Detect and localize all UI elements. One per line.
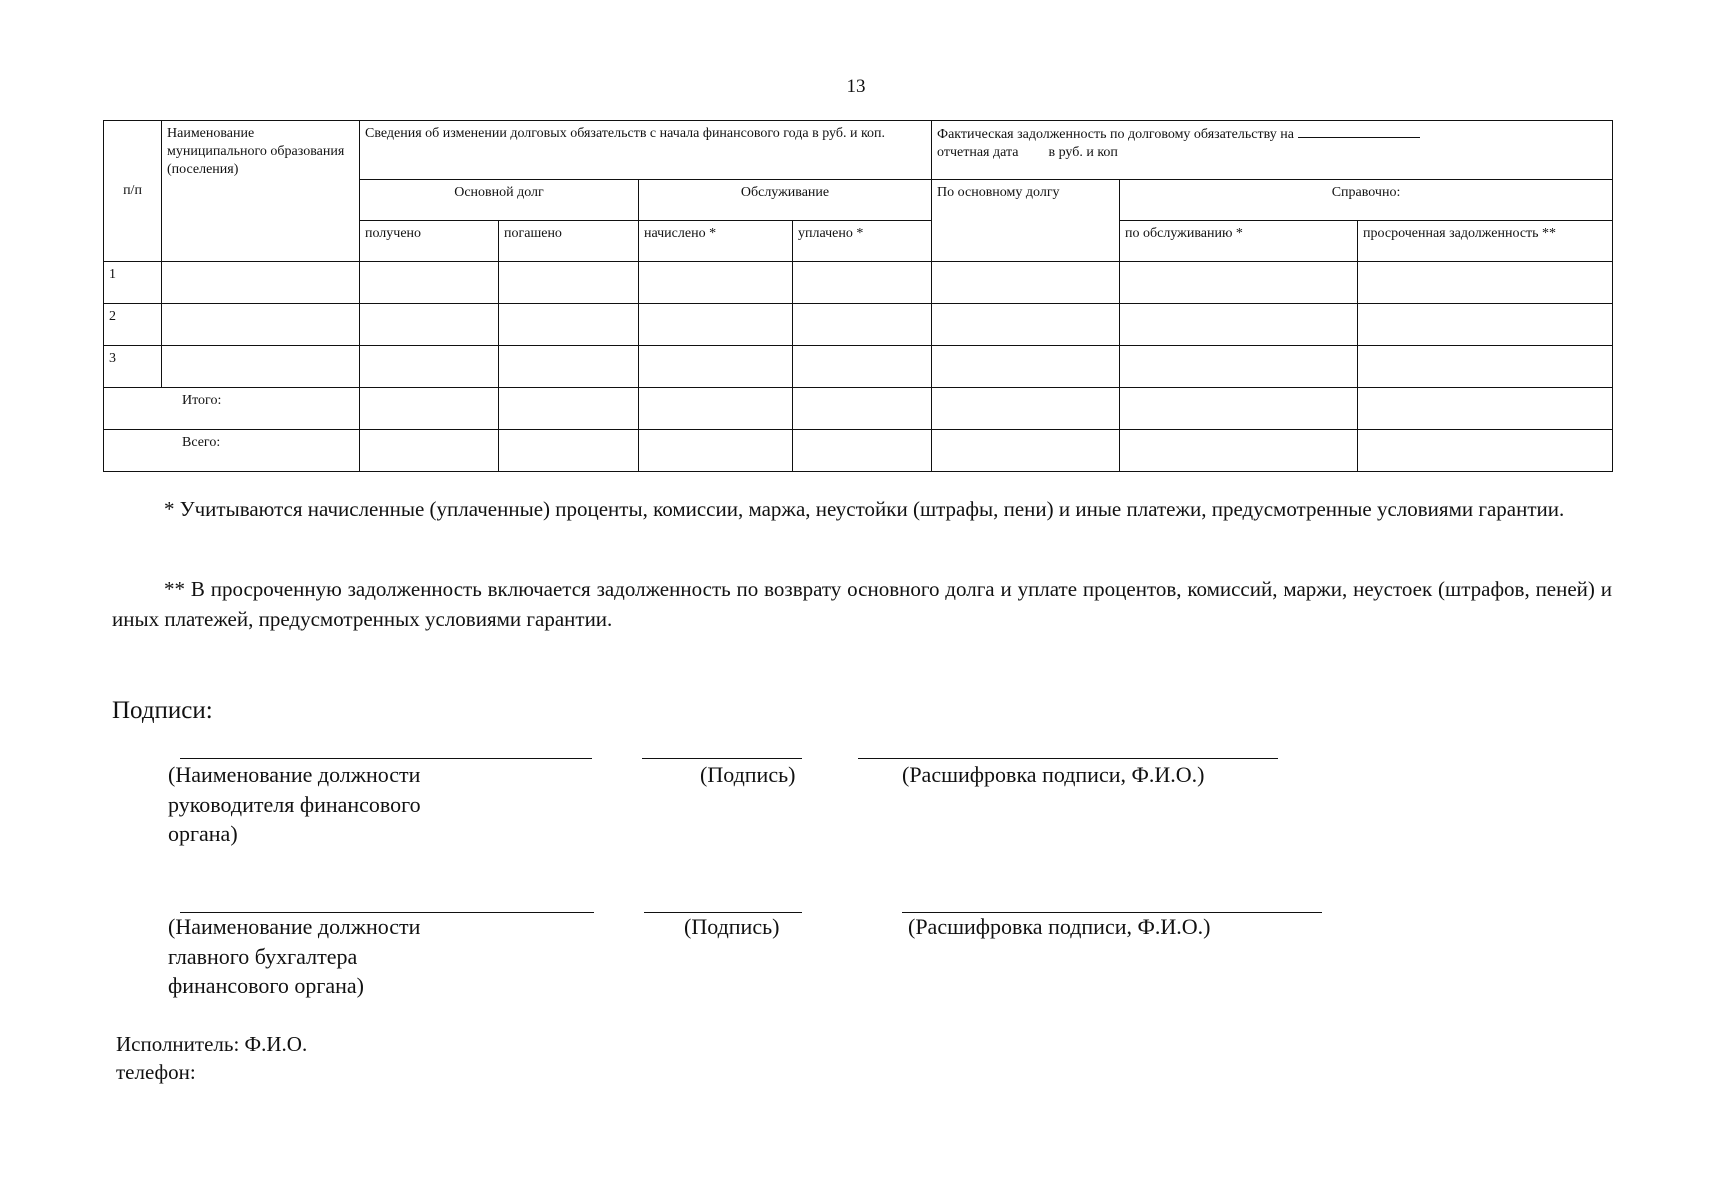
head-position-label xyxy=(168,760,421,849)
actual-debt-line-1: Фактическая задолженность по долговому обязательству на xyxy=(937,127,1294,142)
row-number: 2 xyxy=(104,304,162,346)
header-paid: уплачено * xyxy=(793,221,932,262)
table-cell[interactable] xyxy=(1358,388,1613,430)
accountant-decode-label: (Расшифровка подписи, Ф.И.О.) xyxy=(908,914,1211,939)
grand-total-row xyxy=(104,430,1613,472)
table-cell[interactable] xyxy=(639,430,793,472)
debt-report-table xyxy=(103,120,1613,472)
header-repaid: погашено xyxy=(499,221,639,262)
subtotal-label: Итого: xyxy=(104,388,360,430)
accountant-position-line-1: (Наименование должности xyxy=(168,914,421,939)
table-cell[interactable] xyxy=(360,262,499,304)
table-row xyxy=(104,304,1613,346)
table-row xyxy=(104,346,1613,388)
header-number: п/п xyxy=(104,121,162,262)
header-service: Обслуживание xyxy=(639,180,932,221)
head-decode-label: (Расшифровка подписи, Ф.И.О.) xyxy=(902,762,1205,787)
footnote-accrued-text: * Учитываются начисленные (уплаченные) проценты, комиссии, маржа, неустойки (штрафы, пени) и иные платежи, предусмотренные условиями гарантии. xyxy=(164,497,1565,521)
header-by-service: по обслуживанию * xyxy=(1120,221,1358,262)
table-cell[interactable] xyxy=(499,388,639,430)
footnote-overdue-text: ** В просроченную задолженность включается задолженность по возврату основного долга и уплате процентов, комиссий, маржи, неустоек (штрафов, пеней) и иных платежей, предусмотренных условиями гарантии. xyxy=(112,577,1612,632)
footnote-overdue xyxy=(112,574,1612,635)
table-cell[interactable] xyxy=(639,304,793,346)
table-cell[interactable] xyxy=(793,262,932,304)
table-cell[interactable] xyxy=(499,262,639,304)
table-cell[interactable] xyxy=(499,430,639,472)
row-number: 3 xyxy=(104,346,162,388)
table-cell[interactable] xyxy=(639,388,793,430)
table-cell[interactable] xyxy=(793,346,932,388)
head-decode-line xyxy=(858,758,1278,759)
table-cell[interactable] xyxy=(1120,346,1358,388)
footnote-accrued xyxy=(112,494,1612,524)
table-cell[interactable] xyxy=(360,304,499,346)
table-cell[interactable] xyxy=(360,388,499,430)
grand-total-label: Всего: xyxy=(104,430,360,472)
actual-debt-report-date: отчетная дата xyxy=(937,145,1019,161)
header-overdue: просроченная задолженность ** xyxy=(1358,221,1613,262)
table-cell[interactable] xyxy=(1358,346,1613,388)
table-cell[interactable] xyxy=(1358,304,1613,346)
accountant-signature-label: (Подпись) xyxy=(684,914,780,939)
header-municipality-name: Наименование муниципального образования (поселения) xyxy=(162,121,360,262)
table-cell[interactable] xyxy=(499,304,639,346)
signatures-title: Подписи: xyxy=(112,697,213,724)
table-cell[interactable] xyxy=(793,430,932,472)
subtotal-row xyxy=(104,388,1613,430)
header-received: получено xyxy=(360,221,499,262)
table-cell[interactable] xyxy=(360,346,499,388)
accountant-position-label xyxy=(168,912,420,1001)
actual-debt-units: в руб. и коп xyxy=(1048,145,1118,161)
table-cell[interactable] xyxy=(1120,262,1358,304)
table-row xyxy=(104,262,1613,304)
table-cell[interactable] xyxy=(932,304,1120,346)
table-cell[interactable] xyxy=(1120,388,1358,430)
head-position-line xyxy=(180,758,592,759)
table-cell[interactable] xyxy=(793,304,932,346)
row-number: 1 xyxy=(104,262,162,304)
table-cell[interactable] xyxy=(932,262,1120,304)
executor-phone-label: телефон: xyxy=(116,1060,196,1085)
head-position-line-2: руководителя финансового xyxy=(168,791,421,817)
table-cell[interactable] xyxy=(932,430,1120,472)
accountant-position-line-3: финансового органа) xyxy=(168,973,364,999)
header-principal: Основной долг xyxy=(360,180,639,221)
head-position-line-3: органа) xyxy=(168,821,238,847)
header-reference: Справочно: xyxy=(1120,180,1613,221)
header-obligation-changes: Сведения об изменении долговых обязательств с начала финансового года в руб. и коп. xyxy=(360,121,932,180)
executor-name-label: Исполнитель: Ф.И.О. xyxy=(116,1032,308,1056)
table-cell[interactable] xyxy=(360,430,499,472)
page-number: 13 xyxy=(846,76,866,97)
table-cell[interactable] xyxy=(639,346,793,388)
table-cell[interactable] xyxy=(932,346,1120,388)
table-cell[interactable] xyxy=(162,262,360,304)
table-cell[interactable] xyxy=(162,304,360,346)
accountant-position-line-2: главного бухгалтера xyxy=(168,943,358,969)
table-cell[interactable] xyxy=(1120,304,1358,346)
head-signature-line xyxy=(642,758,802,759)
header-accrued: начислено * xyxy=(639,221,793,262)
date-blank-line xyxy=(1298,125,1420,138)
table-cell[interactable] xyxy=(932,388,1120,430)
table-cell[interactable] xyxy=(1120,430,1358,472)
header-by-principal: По основному долгу xyxy=(932,180,1120,262)
table-cell[interactable] xyxy=(162,346,360,388)
head-signature-label: (Подпись) xyxy=(700,762,796,787)
executor-block xyxy=(116,1030,307,1087)
table-cell[interactable] xyxy=(1358,262,1613,304)
table-cell[interactable] xyxy=(499,346,639,388)
table-cell[interactable] xyxy=(793,388,932,430)
table-cell[interactable] xyxy=(1358,430,1613,472)
header-actual-debt xyxy=(932,121,1613,180)
table-cell[interactable] xyxy=(639,262,793,304)
head-position-line-1: (Наименование должности xyxy=(168,762,421,787)
